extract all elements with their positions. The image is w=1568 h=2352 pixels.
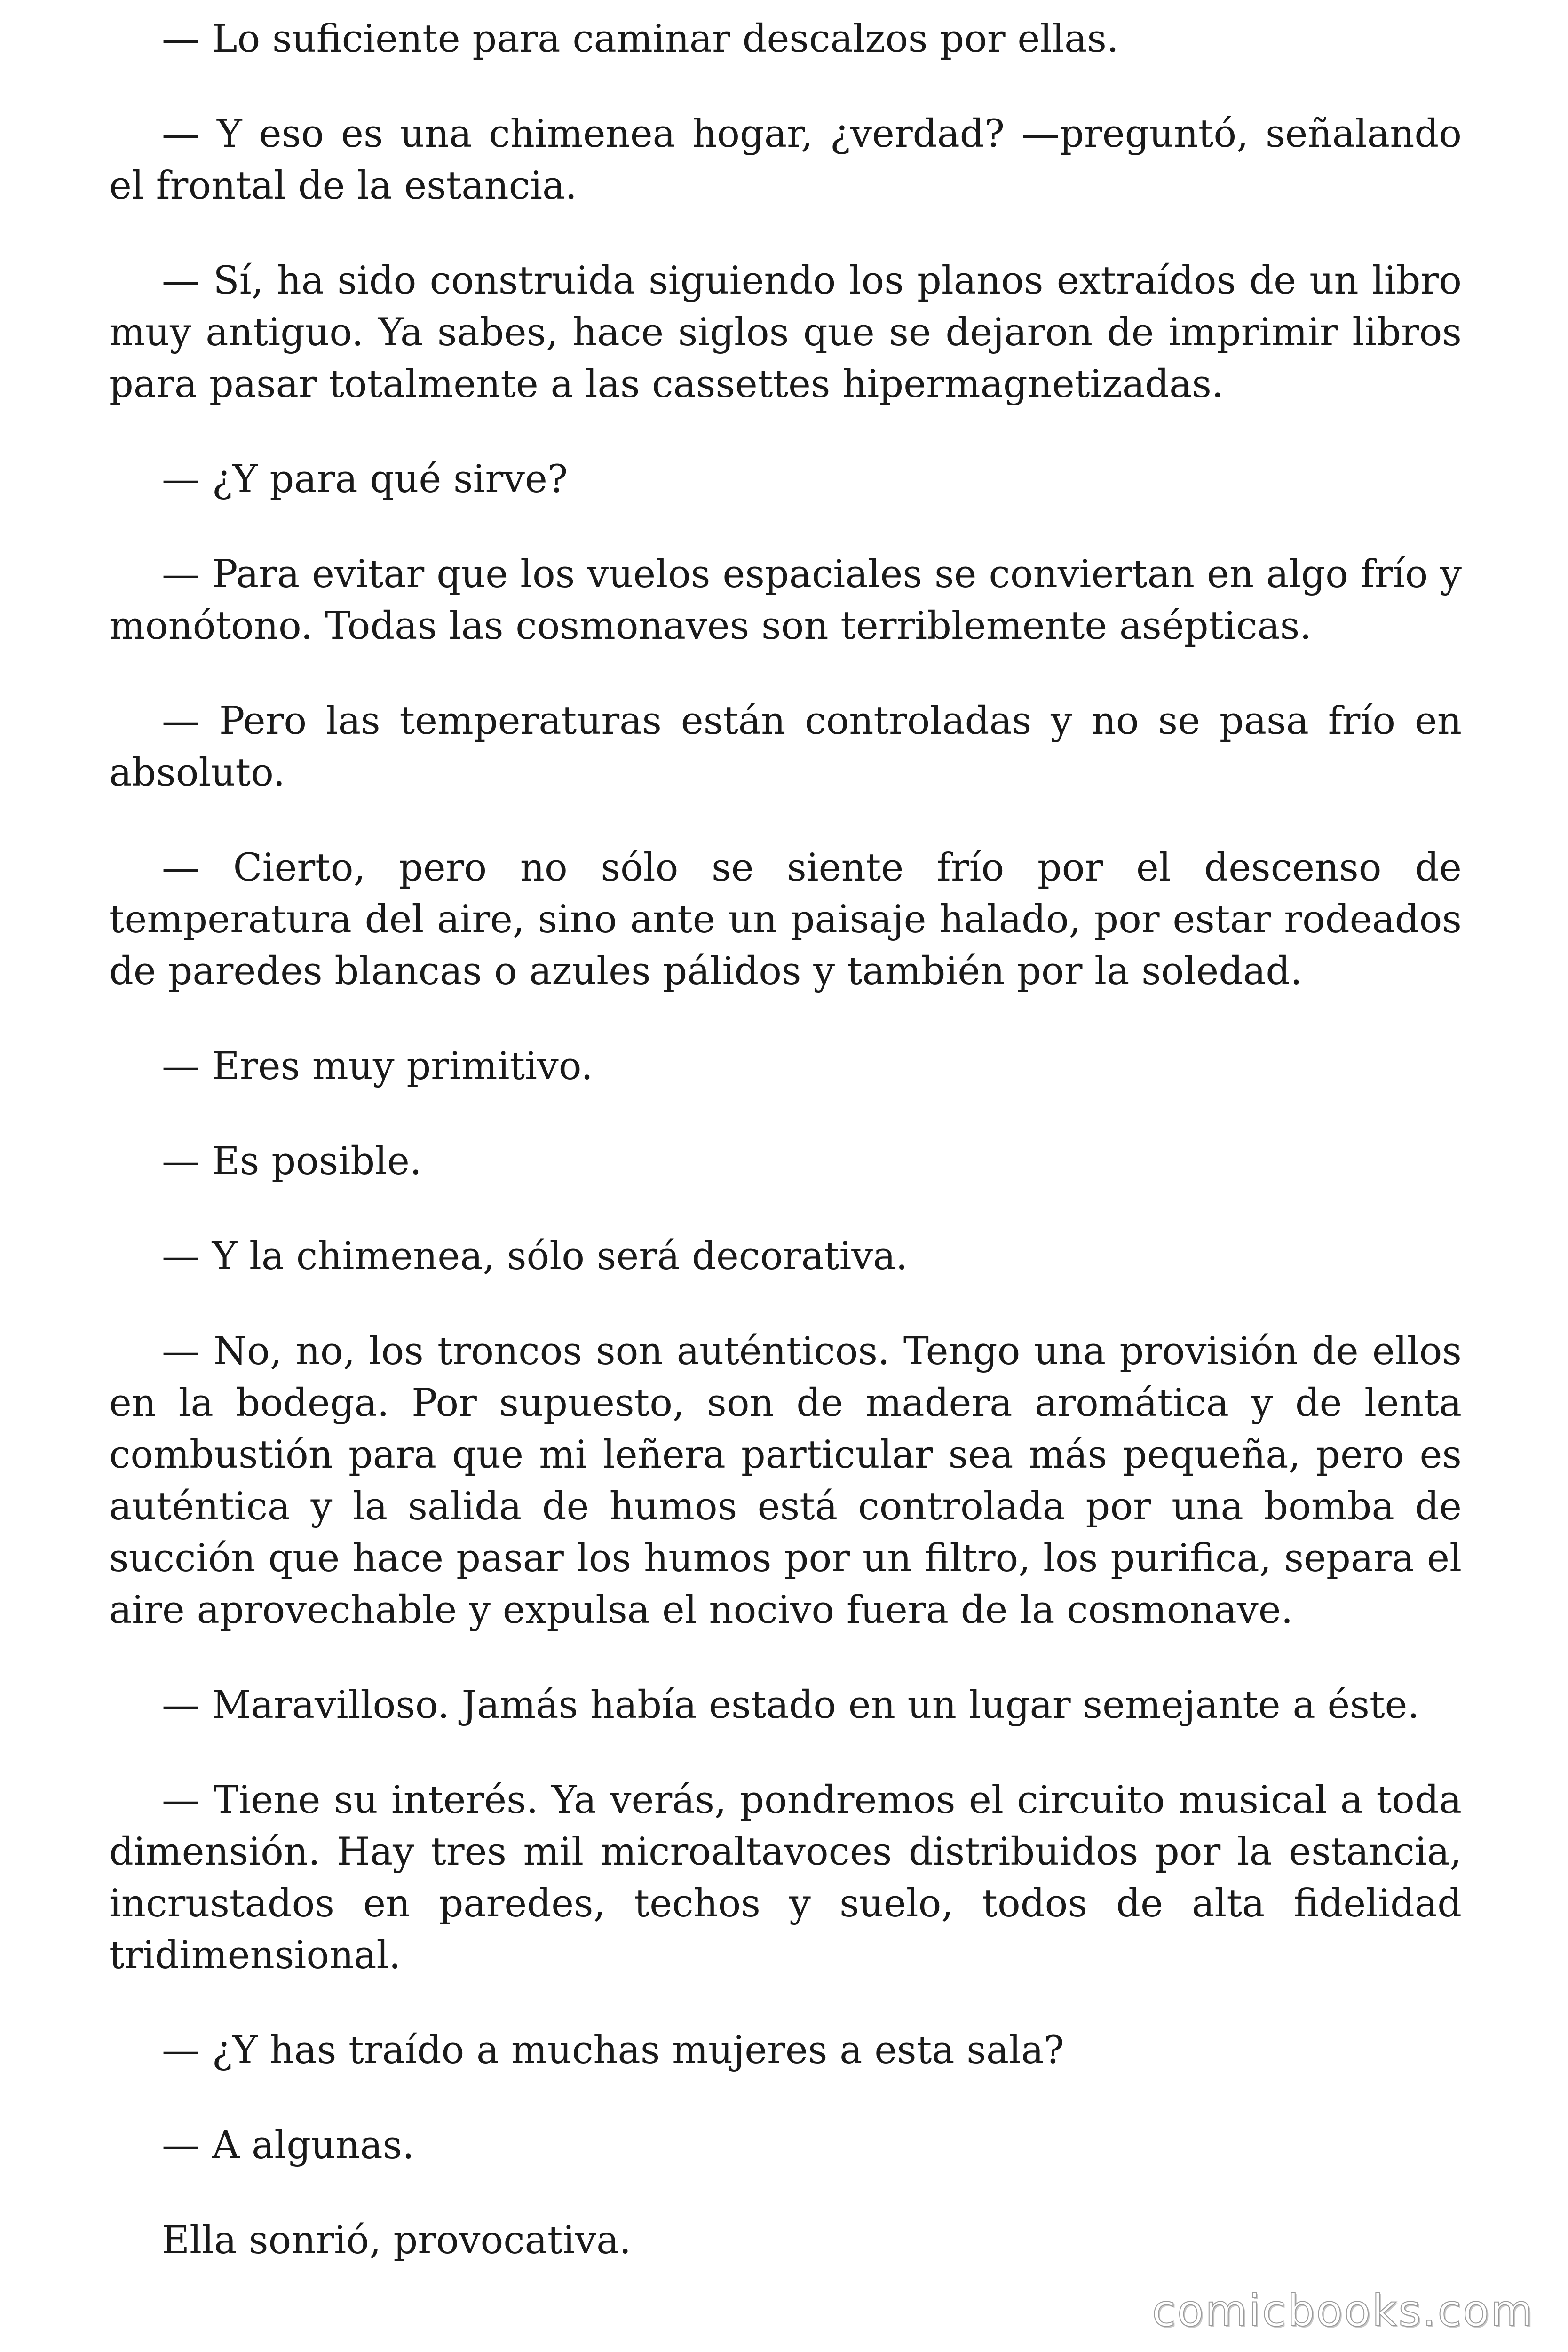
paragraph-9: — Es posible. bbox=[162, 1139, 422, 1184]
paragraph-15: — A algunas. bbox=[162, 2123, 414, 2168]
document-body bbox=[109, 13, 1462, 2266]
paragraph-8: — Eres muy primitivo. bbox=[162, 1044, 593, 1089]
paragraph-10: — Y la chimenea, sólo será decorativa. bbox=[162, 1234, 908, 1279]
paragraph-14: — ¿Y has traído a muchas mujeres a esta sala? bbox=[162, 2028, 1064, 2073]
paragraph-11: — No, no, los troncos son auténticos. Tengo una provisión de ellos en la bodega. Por supuesto, son de madera aromática y de lenta combustión para que mi leñera particular sea más pequeña, pero es auténtica y la salida de humos está controlada por una bomba de succión que hace pasar los humos por un filtro, los purifica, separa el aire aprovechable y expulsa el nocivo fuera de la cosmonave. bbox=[109, 1329, 1462, 1632]
paragraph-12: — Maravilloso. Jamás había estado en un lugar semejante a éste. bbox=[162, 1683, 1420, 1727]
paragraph-3: — Sí, ha sido construida siguiendo los planos extraídos de un libro muy antiguo. Ya sabes, hace siglos que se dejaron de imprimir libros para pasar totalmente a las cassettes hipermagnetizadas. bbox=[109, 259, 1462, 406]
paragraph-6: — Pero las temperaturas están controladas y no se pasa frío en absoluto. bbox=[109, 699, 1462, 795]
paragraph-5: — Para evitar que los vuelos espaciales se conviertan en algo frío y monótono. Todas las cosmonaves son terriblemente asépticas. bbox=[109, 552, 1462, 648]
paragraph-4: — ¿Y para qué sirve? bbox=[162, 457, 568, 501]
paragraph-13: — Tiene su interés. Ya verás, pondremos el circuito musical a toda dimensión. Hay tres mil microaltavoces distribuidos por la estancia, incrustados en paredes, techos y suelo, todos de alta fidelidad tridimensional. bbox=[109, 1778, 1462, 1978]
watermark: comicbooks.com bbox=[1152, 2286, 1534, 2336]
paragraph-16: Ella sonrió, provocativa. bbox=[162, 2218, 632, 2263]
paragraph-2: — Y eso es una chimenea hogar, ¿verdad? —preguntó, señalando el frontal de la estancia. bbox=[109, 112, 1462, 208]
paragraph-1: — Lo suficiente para caminar descalzos por ellas. bbox=[162, 17, 1119, 61]
paragraph-7: — Cierto, pero no sólo se siente frío por el descenso de temperatura del aire, sino ante un paisaje halado, por estar rodeados de paredes blancas o azules pálidos y también por la soledad. bbox=[109, 846, 1462, 993]
